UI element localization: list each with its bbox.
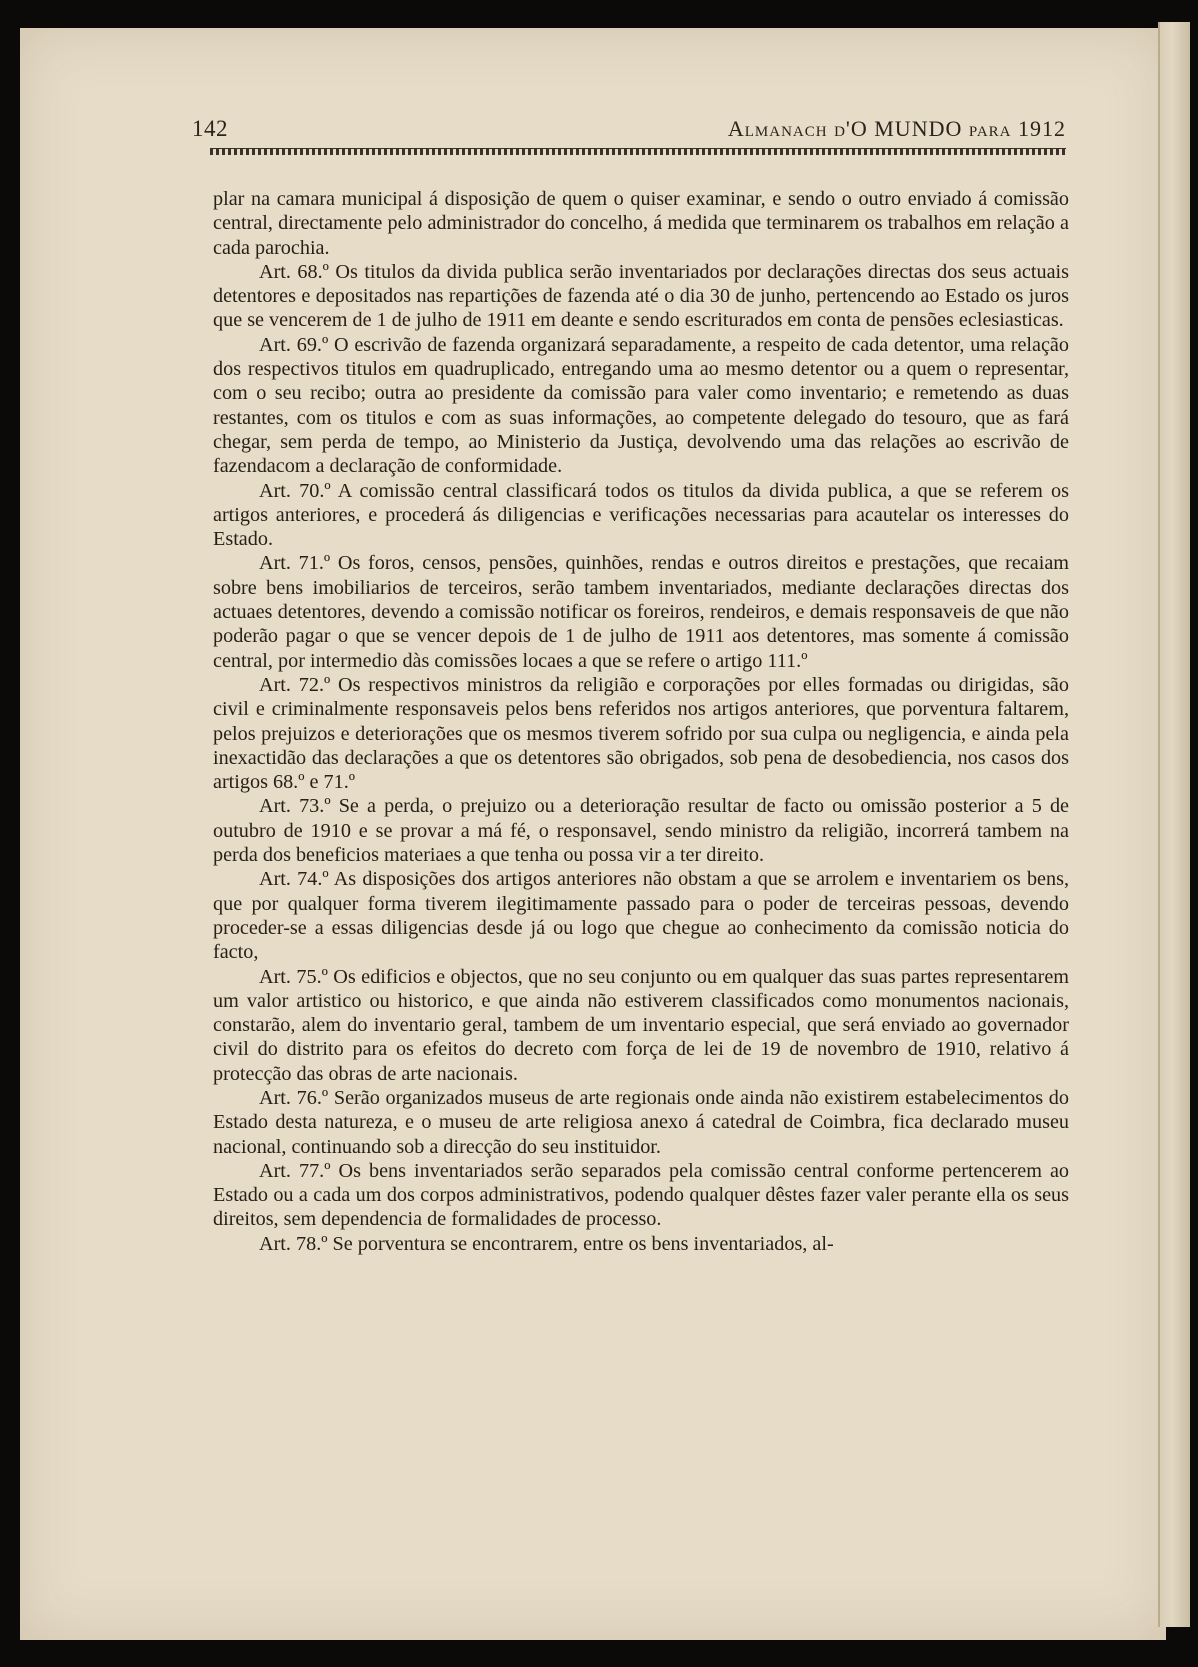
article-68: Art. 68.º Os titulos da divida publica serão inventariados por declarações directas dos seus actuais detentores e depositados nas repartições de fazenda até o dia 30 de junho, pertencendo ao Estado os juros que se vencerem de 1 de julho de 1911 em deante e sendo escriturados em conta de pensões eclesiasticas.: [213, 260, 1069, 332]
page-edge: [1158, 22, 1190, 1627]
page-number: 142: [192, 116, 228, 141]
article-69: Art. 69.º O escrivão de fazenda organizará separadamente, a respeito de cada detentor, uma relação dos respectivos titulos em quadruplicado, entregando uma ao mesmo detentor ou a quem o representar, com o seu recibo; outra ao presidente da comissão para valer como inventario; e remetendo as duas restantes, com os titulos e com as suas informações, ao competente delegado do tesouro, que as fará chegar, sem perda de tempo, ao Ministerio da Justiça, devolvendo uma das relações ao escrivão de fazendacom a declaração de conformidade.: [213, 333, 1069, 478]
article-72: Art. 72.º Os respectivos ministros da religião e corporações por elles formadas ou dirigidas, são civil e criminalmente responsaveis pelos bens referidos nos artigos anteriores, que porventura faltarem, pelos prejuizos e deteriorações que os mesmos tiverem sofrido por sua culpa ou negligencia, e ainda pela inexactidão das declarações a que os detentores são obrigados, sob pena de desobediencia, nos casos dos artigos 68.º e 71.º: [213, 673, 1069, 794]
paragraph-continuation: plar na camara municipal á disposição de quem o quiser examinar, e sendo o outro enviado á comissão central, directamente pelo administrador do concelho, á medida que terminarem os trabalhos em relação a cada parochia.: [213, 188, 1069, 259]
article-70: Art. 70.º A comissão central classificará todos os titulos da divida publica, a que se referem os artigos anteriores, e procederá ás diligencias e verificações necessarias para acautelar os interesses do Estado.: [213, 479, 1069, 551]
article-body: [213, 187, 1069, 1256]
article-77: Art. 77.º Os bens inventariados serão separados pela comissão central conforme pertencerem ao Estado ou a cada um dos corpos administrativos, podendo qualquer dêstes fazer valer perante ella os seus direitos, sem dependencia de formalidades de processo.: [213, 1159, 1069, 1231]
article-78: Art. 78.º Se porventura se encontrarem, entre os bens inventariados, al-: [259, 1232, 834, 1255]
article-74: Art. 74.º As disposições dos artigos anteriores não obstam a que se arrolem e inventariem os bens, que por qualquer forma tiverem ilegitimamente passado para o poder de terceiras pessoas, devendo proceder-se a essas diligencias desde já ou logo que chegue ao conhecimento da comissão noticia do facto,: [213, 868, 1069, 964]
article-73: Art. 73.º Se a perda, o prejuizo ou a deterioração resultar de facto ou omissão posterior a 5 de outubro de 1910 e se provar a má fé, o responsavel, sendo ministro da religião, incorrerá tambem na perda dos beneficios materiaes a que tenha ou possa vir a ter direito.: [213, 795, 1069, 867]
header-rule: [210, 148, 1066, 155]
running-header: [192, 116, 1068, 146]
article-75: Art. 75.º Os edificios e objectos, que no seu conjunto ou em qualquer das suas partes representarem um valor artistico ou historico, e que ainda não estiverem classificados como monumentos nacionais, constarão, alem do inventario geral, tambem de um inventario especial, que será enviado ao governador civil do distrito para os efeitos do decreto com força de lei de 19 de novembro de 1910, relativo á protecção das obras de arte nacionais.: [213, 965, 1069, 1085]
article-76: Art. 76.º Serão organizados museus de arte regionais onde ainda não existirem estabelecimentos do Estado desta natureza, e o museu de arte religiosa anexo á catedral de Coimbra, fica declarado museu nacional, continuando sob a direcção do seu instituidor.: [213, 1086, 1069, 1158]
article-71: Art. 71.º Os foros, censos, pensões, quinhões, rendas e outros direitos e prestações, que recaiam sobre bens imobiliarios de terceiros, serão tambem inventariados, mediante declarações directas dos actuaes detentores, devendo a comissão notificar os foreiros, rendeiros, e demais responsaveis de que não poderão pagar o que se vencer depois de 1 de julho de 1911 aos detentores, mas somente á comissão central, por intermedio dàs comissões locaes a que se refere o artigo 111.º: [213, 552, 1069, 672]
running-title: Almanach d'O MUNDO para 1912: [727, 116, 1066, 141]
